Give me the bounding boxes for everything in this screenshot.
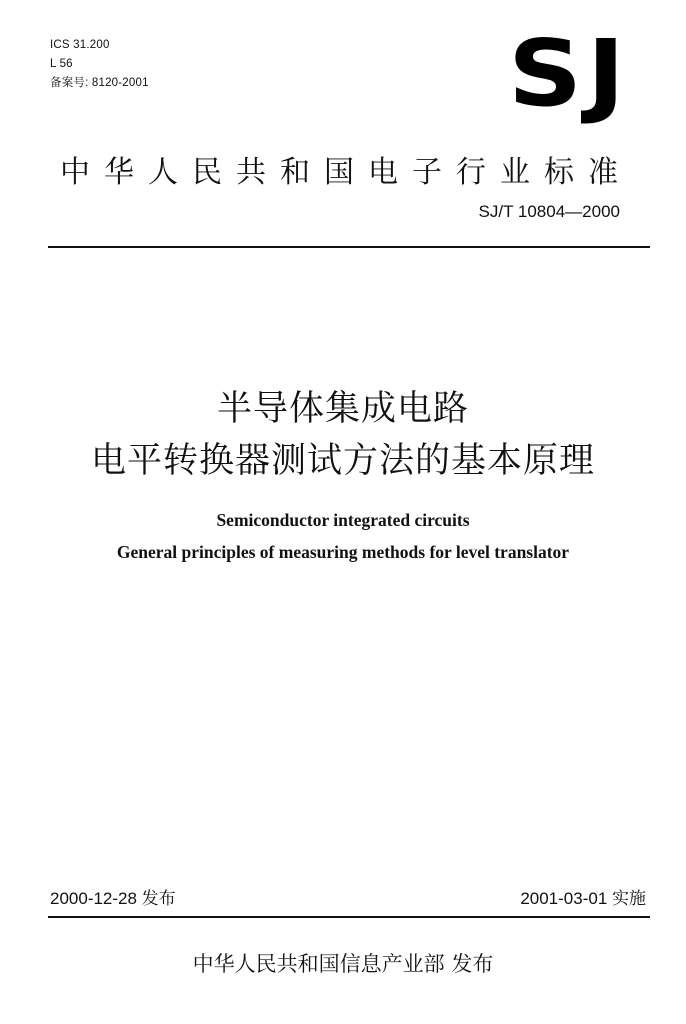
- effective-date: 2001-03-01 实施: [520, 889, 646, 908]
- document-title-cn-line2: 电平转换器测试方法的基本原理: [90, 441, 595, 481]
- bottom-divider: [48, 916, 650, 918]
- issue-date: 2000-12-28 发布: [50, 889, 176, 908]
- filing-number: 备案号: 8120-2001: [50, 77, 149, 89]
- document-title-en-line2: General principles of measuring methods for level translator: [116, 542, 570, 562]
- document-title-en-line1: Semiconductor integrated circuits: [216, 510, 470, 530]
- publisher: 中华人民共和国信息产业部 发布: [192, 952, 494, 976]
- classification-block: [50, 36, 149, 93]
- category-code: L 56: [50, 58, 73, 70]
- ics-code: ICS 31.200: [50, 39, 110, 51]
- document-title-cn-line1: 半导体集成电路: [216, 389, 469, 429]
- sj-logo: SJ: [508, 20, 630, 127]
- industry-standard-title: 中华人民共和国电子行业标准: [60, 155, 632, 190]
- top-divider: [48, 246, 650, 248]
- standard-code: SJ/T 10804—2000: [478, 202, 620, 221]
